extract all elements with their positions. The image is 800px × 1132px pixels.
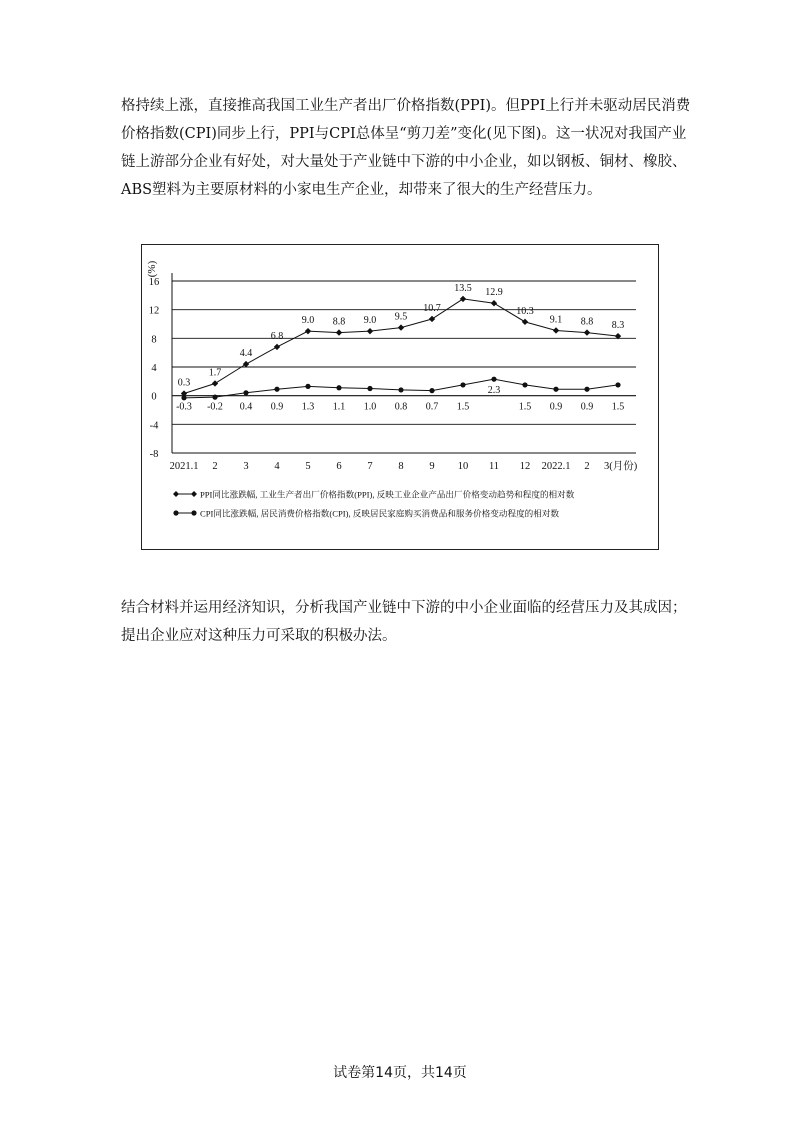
x-tick-label: 2021.1: [169, 461, 199, 472]
y-tick-label: -4: [149, 420, 159, 432]
cpi-point-marker: [460, 382, 465, 387]
y-tick-label: 12: [148, 305, 160, 317]
cpi-point-marker: [398, 387, 403, 392]
page-footer: 试卷第14页，共14页: [333, 1065, 467, 1081]
x-tick-label: 5: [305, 461, 311, 472]
ppi-data-label: 4.4: [239, 348, 253, 360]
ppi-data-label: 6.8: [270, 330, 284, 342]
x-tick-label: 2: [584, 461, 590, 472]
question-line: 结合材料并运用经济知识，分析我国产业链中下游的中小企业面临的经营压力及其成因；: [121, 600, 687, 616]
ppi-data-label: 8.8: [332, 316, 346, 328]
question-line: 提出企业应对这种压力可采取的积极办法。: [121, 628, 397, 644]
x-tick-label: 6: [336, 461, 342, 472]
cpi-data-label: 0.7: [425, 401, 439, 413]
ppi-data-label: 13.5: [454, 282, 472, 294]
ppi-data-label: 9.1: [549, 314, 563, 326]
x-tick-label: 8: [398, 461, 404, 472]
cpi-point-marker: [584, 387, 589, 392]
x-tick-label: 7: [367, 461, 373, 472]
x-tick-label: 11: [488, 461, 500, 472]
legend-marker-diamond: [173, 491, 179, 497]
y-tick-label: 4: [151, 363, 157, 374]
ppi-point-marker: [491, 300, 497, 306]
cpi-point-marker: [212, 395, 217, 400]
x-tick-label: 2: [212, 461, 218, 472]
cpi-data-label: -0.3: [176, 401, 192, 413]
ppi-cpi-line-chart: [142, 245, 658, 549]
ppi-point-marker: [460, 296, 466, 302]
cpi-point-marker: [553, 387, 558, 392]
ppi-point-marker: [553, 327, 559, 333]
ppi-data-label: 8.3: [611, 320, 625, 332]
y-tick-label: 0: [151, 391, 157, 403]
x-tick-label: 10: [457, 461, 469, 472]
ppi-point-marker: [336, 329, 342, 335]
cpi-data-label: 1.1: [332, 401, 346, 413]
ppi-point-marker: [429, 316, 435, 322]
cpi-point-marker: [243, 390, 248, 395]
question-paragraph: [121, 594, 687, 650]
ppi-data-label: 8.8: [580, 316, 594, 328]
ppi-point-marker: [522, 319, 528, 325]
ppi-data-label: 9.0: [363, 315, 377, 327]
x-tick-label: 3(月份): [604, 461, 638, 472]
intro-line: 链上游部分企业有好处，对大量处于产业链中下游的中小企业，如以钢板、铜材、橡胶、: [121, 154, 687, 170]
legend-marker-diamond: [191, 491, 197, 497]
ppi-point-marker: [584, 329, 590, 335]
cpi-point-marker: [491, 377, 496, 382]
y-tick-label: 16: [148, 277, 160, 288]
ppi-data-label: 1.7: [208, 367, 222, 379]
cpi-point-marker: [336, 385, 341, 390]
legend-entry-ppi: PPI同比涨跌幅, 工业生产者出厂价格指数(PPI), 反映工业企业产品出厂价格变动趋势和程度的相对数: [200, 489, 575, 500]
cpi-data-label: 1.3: [301, 401, 315, 413]
cpi-data-label: 0.9: [580, 401, 594, 413]
ppi-point-marker: [212, 380, 218, 386]
legend-marker-circle: [173, 510, 178, 515]
intro-line: 价格指数(CPI)同步上行，PPI与CPI总体呈“剪刀差”变化(见下图)。这一状况对我国产业: [121, 126, 687, 142]
cpi-data-label: 0.4: [239, 401, 253, 413]
cpi-data-label: 0.9: [270, 401, 284, 413]
ppi-cpi-chart-figure: [141, 244, 659, 550]
cpi-data-label: 1.5: [518, 401, 532, 413]
ppi-point-marker: [243, 361, 249, 367]
cpi-point-marker: [522, 382, 527, 387]
x-tick-label: 4: [274, 461, 280, 472]
x-tick-label: 3: [243, 461, 249, 472]
intro-paragraph: [121, 92, 691, 204]
ppi-point-marker: [305, 328, 311, 334]
cpi-point-marker: [305, 384, 310, 389]
cpi-data-label: 1.5: [611, 401, 625, 413]
ppi-data-label: 9.5: [394, 311, 408, 323]
x-tick-label: 9: [429, 461, 435, 472]
ppi-point-marker: [398, 324, 404, 330]
ppi-data-label: 10.7: [423, 302, 441, 314]
cpi-point-marker: [367, 386, 372, 391]
cpi-point-marker: [615, 382, 620, 387]
ppi-data-label: 10.3: [516, 305, 534, 317]
cpi-data-label: 0.9: [549, 401, 563, 413]
cpi-data-label: 1.0: [363, 401, 377, 413]
cpi-point-marker: [181, 395, 186, 400]
ppi-data-label: 9.0: [301, 315, 315, 327]
ppi-data-label: 12.9: [485, 287, 503, 299]
legend-marker-circle: [191, 510, 196, 515]
intro-line: 格持续上涨，直接推高我国工业生产者出厂价格指数(PPI)。但PPI上行并未驱动居民消费: [121, 98, 691, 114]
intro-line: ABS塑料为主要原材料的小家电生产企业，却带来了很大的生产经营压力。: [121, 182, 602, 198]
y-axis-label: (%): [146, 260, 158, 278]
ppi-data-label: 0.3: [177, 377, 191, 389]
x-tick-label: 12: [519, 461, 531, 472]
y-tick-label: 8: [151, 334, 157, 346]
ppi-point-marker: [274, 344, 280, 350]
legend-entry-cpi: CPI同比涨跌幅, 居民消费价格指数(CPI), 反映居民家庭购买消费品和服务价格变动程度的相对数: [200, 508, 560, 519]
ppi-point-marker: [367, 328, 373, 334]
y-tick-label: -8: [149, 449, 159, 460]
cpi-data-label: 2.3: [487, 385, 501, 397]
cpi-data-label: 1.5: [456, 401, 470, 413]
cpi-point-marker: [274, 387, 279, 392]
cpi-point-marker: [429, 388, 434, 393]
cpi-data-label: 0.8: [394, 401, 408, 413]
x-tick-label: 2022.1: [541, 461, 571, 472]
cpi-data-label: -0.2: [207, 401, 223, 413]
